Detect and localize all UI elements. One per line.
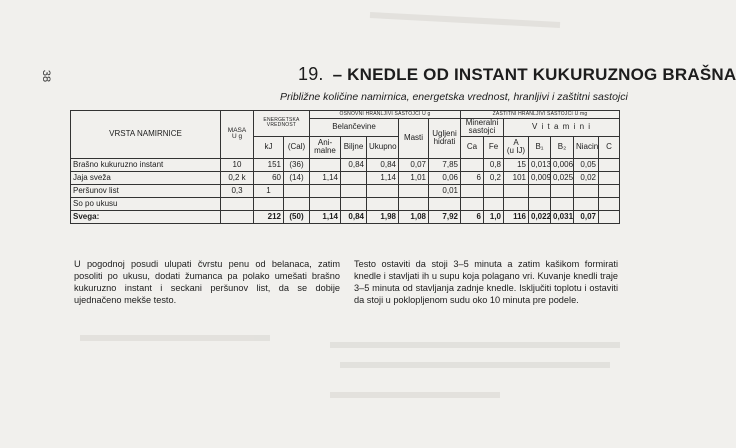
cell-b2 [551, 197, 574, 210]
cell-a [504, 184, 529, 197]
cell-carbs: 0,06 [429, 171, 461, 184]
cell-b1: 0,022 [529, 210, 551, 223]
cell-c [599, 210, 620, 223]
cell-plant [341, 171, 367, 184]
cell-cal [284, 184, 310, 197]
page-number: 38 [40, 69, 53, 83]
header-basic-nutrients: OSNOVNI HRANLJIVI SASTOJCI U g [310, 111, 461, 119]
cell-c [599, 197, 620, 210]
cell-animal [310, 197, 341, 210]
cell-total [367, 184, 399, 197]
header-energy: ENERGETSKA VREDNOST [254, 111, 310, 137]
instructions-right: Testo ostaviti da stoji 3–5 minuta a zatim kašikom formirati knedle i stavljati ih u supu koja polagano vri. Kuvanje knedli traje 3–5 minuta od stavljanja zadnje knedle. Isključiti toplotu i ostaviti da stoji u poklopljenom sudu oko 10 minuta pre podele. [354, 259, 618, 305]
table-subtitle: Približne količine namirnica, energetska vrednost, hranljivi i zaštitni sastojci [280, 91, 628, 103]
recipe-number: 19. [298, 64, 324, 84]
table-row [71, 197, 620, 210]
recipe-title [298, 64, 736, 85]
cell-name: Jaja sveža [71, 171, 221, 184]
cell-b1: 0,009 [529, 171, 551, 184]
cell-a: 15 [504, 158, 529, 171]
cell-plant: 0,84 [341, 210, 367, 223]
header-proteins: Belančevine [310, 119, 399, 137]
header-kj: kJ [254, 136, 284, 158]
cell-ca: 6 [461, 171, 484, 184]
cell-fat [399, 197, 429, 210]
cell-fe [484, 197, 504, 210]
cell-c [599, 184, 620, 197]
cell-ca [461, 197, 484, 210]
cell-b2 [551, 184, 574, 197]
cell-c [599, 171, 620, 184]
table-row [71, 171, 620, 184]
cell-b1: 0,013 [529, 158, 551, 171]
cell-animal: 1,14 [310, 210, 341, 223]
header-vitamin-a: A (u IJ) [504, 136, 529, 158]
cell-b1 [529, 197, 551, 210]
cell-fat: 1,08 [399, 210, 429, 223]
table-row [71, 158, 620, 171]
cell-carbs: 7,85 [429, 158, 461, 171]
cell-b2: 0,031 [551, 210, 574, 223]
cell-fat [399, 184, 429, 197]
cell-fe [484, 184, 504, 197]
cell-a [504, 197, 529, 210]
recipe-name: – KNEDLE OD INSTANT KUKURUZNOG BRAŠNA [332, 65, 736, 84]
cell-cal [284, 197, 310, 210]
cell-mass [221, 197, 254, 210]
cell-cal: (50) [284, 210, 310, 223]
header-vitamin-c: C [599, 136, 620, 158]
cell-name: Svega: [71, 210, 221, 223]
cell-ca [461, 184, 484, 197]
cell-total: 1,14 [367, 171, 399, 184]
cell-name: Peršunov list [71, 184, 221, 197]
cell-b2: 0,006 [551, 158, 574, 171]
header-minerals: Mineralni sastojci [461, 119, 504, 137]
cell-carbs [429, 197, 461, 210]
header-protein-plant: Biljne [341, 136, 367, 158]
instructions-left: U pogodnoj posudi ulupati čvrstu penu od belanaca, zatim posoliti po ukusu, dodati žumanca pa polako umešati brašno kukuruzno instant i seckani peršunov list, da se dobije ujednačeno mekše testo. [74, 259, 340, 305]
cell-kj: 151 [254, 158, 284, 171]
header-b1: B₁ [529, 136, 551, 158]
cell-kj [254, 197, 284, 210]
cell-a: 101 [504, 171, 529, 184]
cell-b2: 0,025 [551, 171, 574, 184]
cell-animal: 1,14 [310, 171, 341, 184]
cell-fat: 0,07 [399, 158, 429, 171]
header-cal: (Cal) [284, 136, 310, 158]
cell-carbs: 0,01 [429, 184, 461, 197]
cell-ca [461, 158, 484, 171]
cell-name: So po ukusu [71, 197, 221, 210]
header-b2: B₂ [551, 136, 574, 158]
nutrition-table [70, 110, 620, 224]
cell-total: 0,84 [367, 158, 399, 171]
header-niacin: Niacin [574, 136, 599, 158]
cell-animal [310, 184, 341, 197]
cell-niacin: 0,02 [574, 171, 599, 184]
header-mass: MASA U g [221, 111, 254, 159]
header-protein-animal: Ani-malne [310, 136, 341, 158]
cell-carbs: 7,92 [429, 210, 461, 223]
header-fe: Fe [484, 136, 504, 158]
cell-plant [341, 197, 367, 210]
cell-b1 [529, 184, 551, 197]
cell-mass: 0,3 [221, 184, 254, 197]
cell-kj: 1 [254, 184, 284, 197]
cell-mass [221, 210, 254, 223]
header-vitamins: V i t a m i n i [504, 119, 620, 137]
cell-niacin [574, 184, 599, 197]
table-total-row [71, 210, 620, 223]
cell-ca: 6 [461, 210, 484, 223]
cell-cal: (14) [284, 171, 310, 184]
cell-fat: 1,01 [399, 171, 429, 184]
cell-c [599, 158, 620, 171]
cell-total [367, 197, 399, 210]
cell-niacin: 0,05 [574, 158, 599, 171]
cell-kj: 212 [254, 210, 284, 223]
cell-fe: 0,8 [484, 158, 504, 171]
cell-fe: 0,2 [484, 171, 504, 184]
cell-total: 1,98 [367, 210, 399, 223]
table-row [71, 184, 620, 197]
header-protein-total: Ukupno [367, 136, 399, 158]
cell-cal: (36) [284, 158, 310, 171]
cell-niacin: 0,07 [574, 210, 599, 223]
cell-plant [341, 184, 367, 197]
cell-niacin [574, 197, 599, 210]
cell-mass: 10 [221, 158, 254, 171]
cell-animal [310, 158, 341, 171]
header-item: VRSTA NAMIRNICE [71, 111, 221, 159]
cell-plant: 0,84 [341, 158, 367, 171]
cell-a: 116 [504, 210, 529, 223]
header-fats: Masti [399, 119, 429, 159]
cell-mass: 0,2 k [221, 171, 254, 184]
header-protective-nutrients: ZAŠTITNI HRANLJIVI SASTOJCI U mg [461, 111, 620, 119]
cell-kj: 60 [254, 171, 284, 184]
header-ca: Ca [461, 136, 484, 158]
cell-fe: 1,0 [484, 210, 504, 223]
header-carbs: Ugljeni hidrati [429, 119, 461, 159]
cell-name: Brašno kukuruzno instant [71, 158, 221, 171]
